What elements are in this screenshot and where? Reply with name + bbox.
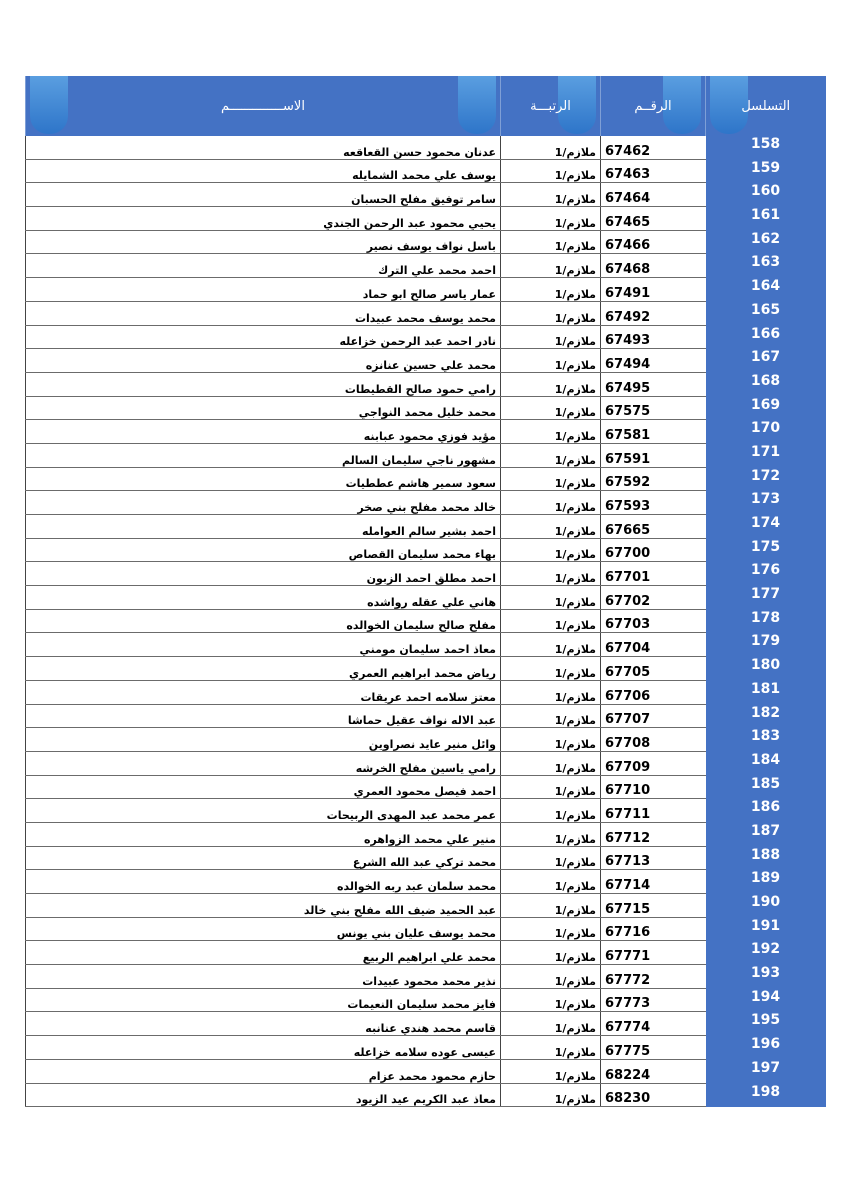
row-name: عمر محمد عبد المهدى الربيحات [26, 799, 501, 823]
row-number: 67593 [601, 491, 706, 515]
row-name: احمد محمد علي الترك [26, 254, 501, 278]
table-row [26, 230, 826, 254]
row-number: 67711 [601, 799, 706, 823]
row-rank: ملازم/1 [501, 917, 601, 941]
table-row [26, 1012, 826, 1036]
row-seq: 193 [706, 965, 826, 989]
row-seq: 189 [706, 870, 826, 894]
row-seq: 166 [706, 325, 826, 349]
table-row [26, 680, 826, 704]
row-number: 67702 [601, 586, 706, 610]
row-number: 67592 [601, 467, 706, 491]
row-seq: 161 [706, 207, 826, 231]
table-row [26, 349, 826, 373]
row-rank: ملازم/1 [501, 207, 601, 231]
row-name: محمد تركي عبد الله الشرع [26, 846, 501, 870]
header-number-label: الرقــم [634, 98, 672, 114]
row-rank: ملازم/1 [501, 325, 601, 349]
row-seq: 184 [706, 751, 826, 775]
row-seq: 167 [706, 349, 826, 373]
header-seq [706, 76, 826, 136]
personnel-table [25, 76, 826, 1107]
row-name: مشهور ناجي سليمان السالم [26, 443, 501, 467]
table-row [26, 941, 826, 965]
row-number: 67712 [601, 822, 706, 846]
table-row [26, 254, 826, 278]
row-rank: ملازم/1 [501, 562, 601, 586]
row-rank: ملازم/1 [501, 799, 601, 823]
row-number: 67706 [601, 680, 706, 704]
row-rank: ملازم/1 [501, 1036, 601, 1060]
row-rank: ملازم/1 [501, 491, 601, 515]
header-tab-decoration [30, 76, 68, 134]
row-rank: ملازم/1 [501, 586, 601, 610]
row-name: عمار ياسر صالح ابو حماد [26, 278, 501, 302]
row-number: 67462 [601, 136, 706, 159]
row-rank: ملازم/1 [501, 941, 601, 965]
row-rank: ملازم/1 [501, 988, 601, 1012]
row-name: عبد الاله نواف عقيل حماشا [26, 704, 501, 728]
row-rank: ملازم/1 [501, 633, 601, 657]
row-seq: 169 [706, 396, 826, 420]
table-row [26, 159, 826, 183]
row-rank: ملازم/1 [501, 159, 601, 183]
row-rank: ملازم/1 [501, 254, 601, 278]
table-row [26, 467, 826, 491]
row-name: احمد بشير سالم العوامله [26, 515, 501, 539]
row-number: 67703 [601, 609, 706, 633]
row-seq: 168 [706, 372, 826, 396]
row-number: 67715 [601, 894, 706, 918]
row-number: 67710 [601, 775, 706, 799]
row-rank: ملازم/1 [501, 396, 601, 420]
row-rank: ملازم/1 [501, 657, 601, 681]
row-number: 67492 [601, 301, 706, 325]
row-seq: 191 [706, 917, 826, 941]
row-name: رامي حمود صالح القطيطات [26, 372, 501, 396]
table-row [26, 894, 826, 918]
row-name: محمد يوسف عليان بني يونس [26, 917, 501, 941]
table-row [26, 751, 826, 775]
row-number: 67464 [601, 183, 706, 207]
row-name: باسل نواف يوسف نصير [26, 230, 501, 254]
row-number: 67771 [601, 941, 706, 965]
row-name: عدنان محمود حسن القعاقعه [26, 136, 501, 159]
row-number: 68224 [601, 1059, 706, 1083]
row-rank: ملازم/1 [501, 704, 601, 728]
row-seq: 177 [706, 586, 826, 610]
row-rank: ملازم/1 [501, 278, 601, 302]
row-rank: ملازم/1 [501, 183, 601, 207]
table-row [26, 136, 826, 159]
row-rank: ملازم/1 [501, 822, 601, 846]
row-name: عبد الحميد ضيف الله مفلح بني خالد [26, 894, 501, 918]
table-body [26, 136, 826, 1107]
row-name: مفلح صالح سليمان الخوالده [26, 609, 501, 633]
row-number: 67491 [601, 278, 706, 302]
row-name: نادر احمد عبد الرحمن خزاعله [26, 325, 501, 349]
table-row [26, 538, 826, 562]
row-name: سعود سمير هاشم عططيات [26, 467, 501, 491]
table-row [26, 1083, 826, 1107]
table-row [26, 515, 826, 539]
row-name: يوسف علي محمد الشمايله [26, 159, 501, 183]
row-number: 67463 [601, 159, 706, 183]
row-number: 67701 [601, 562, 706, 586]
row-name: محمد سلمان عبد ربه الخوالده [26, 870, 501, 894]
row-seq: 171 [706, 443, 826, 467]
row-number: 67495 [601, 372, 706, 396]
row-number: 67704 [601, 633, 706, 657]
row-rank: ملازم/1 [501, 515, 601, 539]
row-seq: 179 [706, 633, 826, 657]
row-number: 67591 [601, 443, 706, 467]
row-name: محمد خليل محمد النواجي [26, 396, 501, 420]
row-rank: ملازم/1 [501, 538, 601, 562]
row-number: 67575 [601, 396, 706, 420]
table-row [26, 1059, 826, 1083]
row-seq: 187 [706, 822, 826, 846]
row-seq: 173 [706, 491, 826, 515]
row-rank: ملازم/1 [501, 1012, 601, 1036]
row-name: قاسم محمد هندي عنانبه [26, 1012, 501, 1036]
row-name: حازم محمود محمد عزام [26, 1059, 501, 1083]
row-rank: ملازم/1 [501, 894, 601, 918]
row-number: 67713 [601, 846, 706, 870]
table-row [26, 207, 826, 231]
row-rank: ملازم/1 [501, 680, 601, 704]
table-row [26, 396, 826, 420]
header-name-label: الاســــــــــــــم [221, 98, 305, 114]
table-header [26, 76, 826, 136]
row-seq: 194 [706, 988, 826, 1012]
row-number: 67708 [601, 728, 706, 752]
row-name: مؤيد فوزي محمود عبابنه [26, 420, 501, 444]
row-number: 67466 [601, 230, 706, 254]
table-row [26, 562, 826, 586]
row-seq: 196 [706, 1036, 826, 1060]
table-row [26, 609, 826, 633]
table-row [26, 1036, 826, 1060]
row-name: هاني علي عقله رواشده [26, 586, 501, 610]
row-rank: ملازم/1 [501, 728, 601, 752]
row-seq: 164 [706, 278, 826, 302]
row-seq: 197 [706, 1059, 826, 1083]
table-row [26, 728, 826, 752]
row-rank: ملازم/1 [501, 443, 601, 467]
table-row [26, 988, 826, 1012]
row-seq: 186 [706, 799, 826, 823]
header-seq-label: التسلسل [741, 98, 791, 114]
table-row [26, 704, 826, 728]
table-row [26, 657, 826, 681]
row-number: 67465 [601, 207, 706, 231]
header-rank-label: الرتبـــة [530, 98, 571, 114]
row-name: محمد علي حسين عنانزه [26, 349, 501, 373]
row-number: 67709 [601, 751, 706, 775]
row-rank: ملازم/1 [501, 846, 601, 870]
row-seq: 163 [706, 254, 826, 278]
row-name: رامي ياسين مفلح الخرشه [26, 751, 501, 775]
table-row [26, 372, 826, 396]
row-name: فايز محمد سليمان النعيمات [26, 988, 501, 1012]
row-name: احمد فيصل محمود العمري [26, 775, 501, 799]
row-seq: 159 [706, 159, 826, 183]
row-rank: ملازم/1 [501, 775, 601, 799]
row-rank: ملازم/1 [501, 301, 601, 325]
table-row [26, 870, 826, 894]
row-name: محمد علي ابراهيم الربيع [26, 941, 501, 965]
row-name: معاذ احمد سليمان مومني [26, 633, 501, 657]
row-name: وائل منير عايد نصراوين [26, 728, 501, 752]
table-row [26, 775, 826, 799]
row-number: 67772 [601, 965, 706, 989]
row-number: 67714 [601, 870, 706, 894]
row-seq: 170 [706, 420, 826, 444]
table-row [26, 301, 826, 325]
row-seq: 160 [706, 183, 826, 207]
table-row [26, 278, 826, 302]
table-row [26, 183, 826, 207]
row-rank: ملازم/1 [501, 349, 601, 373]
row-number: 67493 [601, 325, 706, 349]
row-seq: 180 [706, 657, 826, 681]
row-rank: ملازم/1 [501, 420, 601, 444]
row-name: سامر توفيق مفلح الحسبان [26, 183, 501, 207]
row-name: محمد يوسف محمد عبيدات [26, 301, 501, 325]
table-row [26, 491, 826, 515]
row-number: 68230 [601, 1083, 706, 1107]
row-seq: 165 [706, 301, 826, 325]
row-seq: 162 [706, 230, 826, 254]
row-seq: 198 [706, 1083, 826, 1107]
row-number: 67494 [601, 349, 706, 373]
row-seq: 182 [706, 704, 826, 728]
row-seq: 185 [706, 775, 826, 799]
row-seq: 188 [706, 846, 826, 870]
row-name: منير علي محمد الزواهره [26, 822, 501, 846]
header-number [601, 76, 706, 136]
table-row [26, 633, 826, 657]
row-seq: 181 [706, 680, 826, 704]
table-row [26, 586, 826, 610]
row-number: 67581 [601, 420, 706, 444]
row-number: 67665 [601, 515, 706, 539]
table-row [26, 420, 826, 444]
row-number: 67716 [601, 917, 706, 941]
header-rank [501, 76, 601, 136]
row-number: 67773 [601, 988, 706, 1012]
row-name: معاذ عبد الكريم عيد الزيود [26, 1083, 501, 1107]
row-rank: ملازم/1 [501, 1083, 601, 1107]
row-seq: 178 [706, 609, 826, 633]
row-rank: ملازم/1 [501, 870, 601, 894]
row-rank: ملازم/1 [501, 136, 601, 159]
table-row [26, 917, 826, 941]
row-seq: 172 [706, 467, 826, 491]
row-number: 67774 [601, 1012, 706, 1036]
header-row [26, 76, 826, 136]
row-rank: ملازم/1 [501, 467, 601, 491]
row-number: 67700 [601, 538, 706, 562]
row-seq: 183 [706, 728, 826, 752]
table-row [26, 799, 826, 823]
row-number: 67468 [601, 254, 706, 278]
row-number: 67775 [601, 1036, 706, 1060]
row-rank: ملازم/1 [501, 1059, 601, 1083]
row-seq: 190 [706, 894, 826, 918]
row-number: 67707 [601, 704, 706, 728]
row-seq: 158 [706, 136, 826, 159]
row-rank: ملازم/1 [501, 751, 601, 775]
row-name: عيسى عوده سلامه خزاعله [26, 1036, 501, 1060]
table-row [26, 846, 826, 870]
row-rank: ملازم/1 [501, 609, 601, 633]
row-rank: ملازم/1 [501, 230, 601, 254]
row-seq: 174 [706, 515, 826, 539]
table-row [26, 443, 826, 467]
row-rank: ملازم/1 [501, 965, 601, 989]
row-seq: 176 [706, 562, 826, 586]
row-name: رياض محمد ابراهيم العمري [26, 657, 501, 681]
table-row [26, 965, 826, 989]
row-number: 67705 [601, 657, 706, 681]
row-name: خالد محمد مفلح بني صخر [26, 491, 501, 515]
row-seq: 192 [706, 941, 826, 965]
row-seq: 195 [706, 1012, 826, 1036]
row-name: يحيي محمود عبد الرحمن الجندي [26, 207, 501, 231]
table-row [26, 325, 826, 349]
header-name [26, 76, 501, 136]
row-name: بهاء محمد سليمان القصاص [26, 538, 501, 562]
header-tab-decoration [458, 76, 496, 134]
row-name: احمد مطلق احمد الزبون [26, 562, 501, 586]
row-name: معتز سلامه احمد عريقات [26, 680, 501, 704]
row-seq: 175 [706, 538, 826, 562]
row-rank: ملازم/1 [501, 372, 601, 396]
table-row [26, 822, 826, 846]
row-name: نذير محمد محمود عبيدات [26, 965, 501, 989]
